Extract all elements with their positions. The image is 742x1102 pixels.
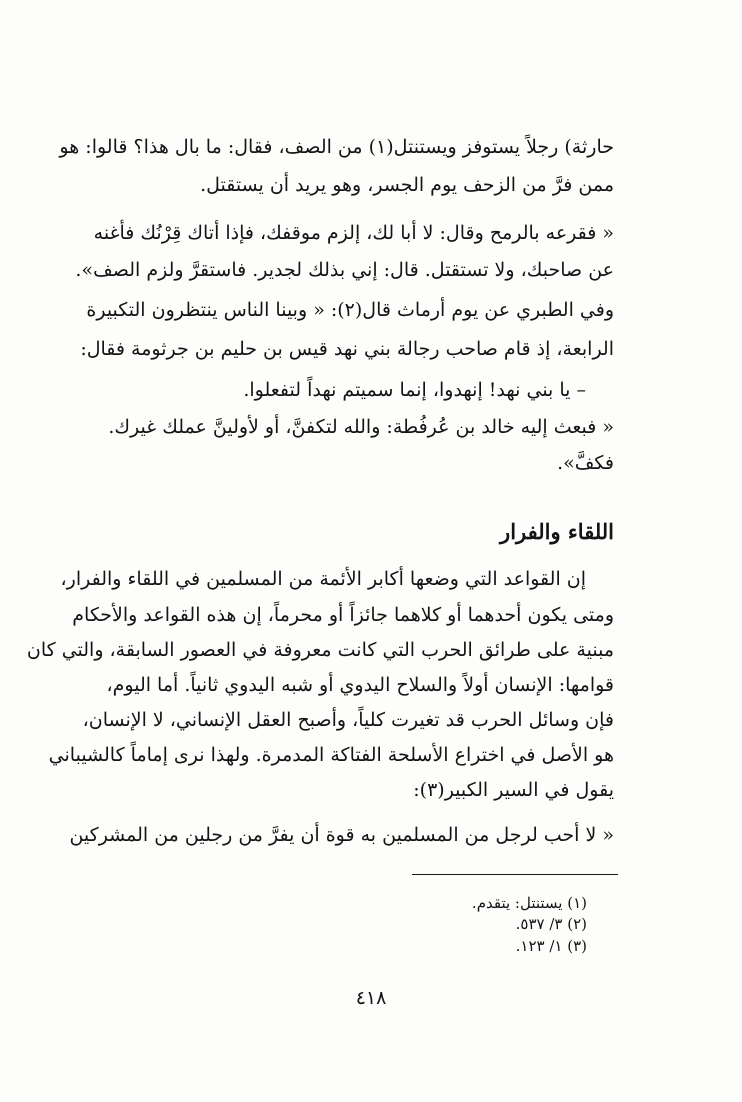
text-line: قوامها: الإنسان أولاً والسلاح اليدوي أو شبه اليدوي ثانياً. أما اليوم،	[106, 674, 614, 696]
footnote: (٢) ٣/ ٥٣٧.	[515, 915, 587, 933]
footnote: (١) يستنتل: يتقدم.	[471, 894, 587, 912]
text-line: فإن وسائل الحرب قد تغيرت كلياً، وأصبح العقل الإنساني، لا الإنسان،	[82, 709, 614, 731]
section-heading: اللقاء والفرار	[500, 519, 614, 544]
text-line: ومتى يكون أحدهما أو كلاهما جائزاً أو محرماً، إن هذه القواعد والأحكام	[72, 604, 614, 626]
text-line: مبنية على طرائق الحرب التي كانت معروفة في العصور السابقة، والتي كان	[26, 639, 614, 661]
text-line: ممن فرَّ من الزحف يوم الجسر، وهو يريد أن يستقتل.	[200, 174, 614, 196]
page-number: ٤١٨	[355, 987, 387, 1009]
text-line: عن صاحبك، ولا تستقتل. قال: إني بذلك لجدير. فاستقرَّ ولزم الصف».	[75, 259, 614, 281]
text-line: « لا أحب لرجل من المسلمين به قوة أن يفرَّ من رجلين من المشركين	[69, 824, 614, 846]
text-line: فكفَّ».	[557, 452, 614, 474]
text-line: يقول في السير الكبير(٣):	[413, 779, 614, 801]
footnote: (٣) ١/ ١٢٣.	[515, 937, 587, 955]
text-line: « فقرعه بالرمح وقال: لا أبا لك، إلزم موقفك، فإذا أتاك قِرْنُك فأغنه	[93, 222, 614, 244]
text-line: إن القواعد التي وضعها أكابر الأئمة من المسلمين في اللقاء والفرار،	[60, 568, 586, 590]
text-line: الرابعة، إذ قام صاحب رجالة بني نهد قيس بن حليم بن جرثومة فقال:	[80, 338, 614, 360]
text-line: – يا بني نهد! إنهدوا، إنما سميتم نهداً لتفعلوا.	[243, 379, 586, 401]
text-line: وفي الطبري عن يوم أرماث قال(٢): « وبينا الناس ينتظرون التكبيرة	[86, 299, 614, 321]
text-line: « فبعث إليه خالد بن عُرفُطة: والله لتكفنَّ، أو لأولينَّ عملك غيرك.	[108, 416, 614, 438]
footnote-divider	[412, 874, 618, 875]
text-line: هو الأصل في اختراع الأسلحة الفتاكة المدمرة. ولهذا نرى إماماً كالشيباني	[48, 744, 614, 766]
text-line: حارثة) رجلاً يستوفز ويستنتل(١) من الصف، فقال: ما بال هذا؟ قالوا: هو	[59, 136, 614, 158]
